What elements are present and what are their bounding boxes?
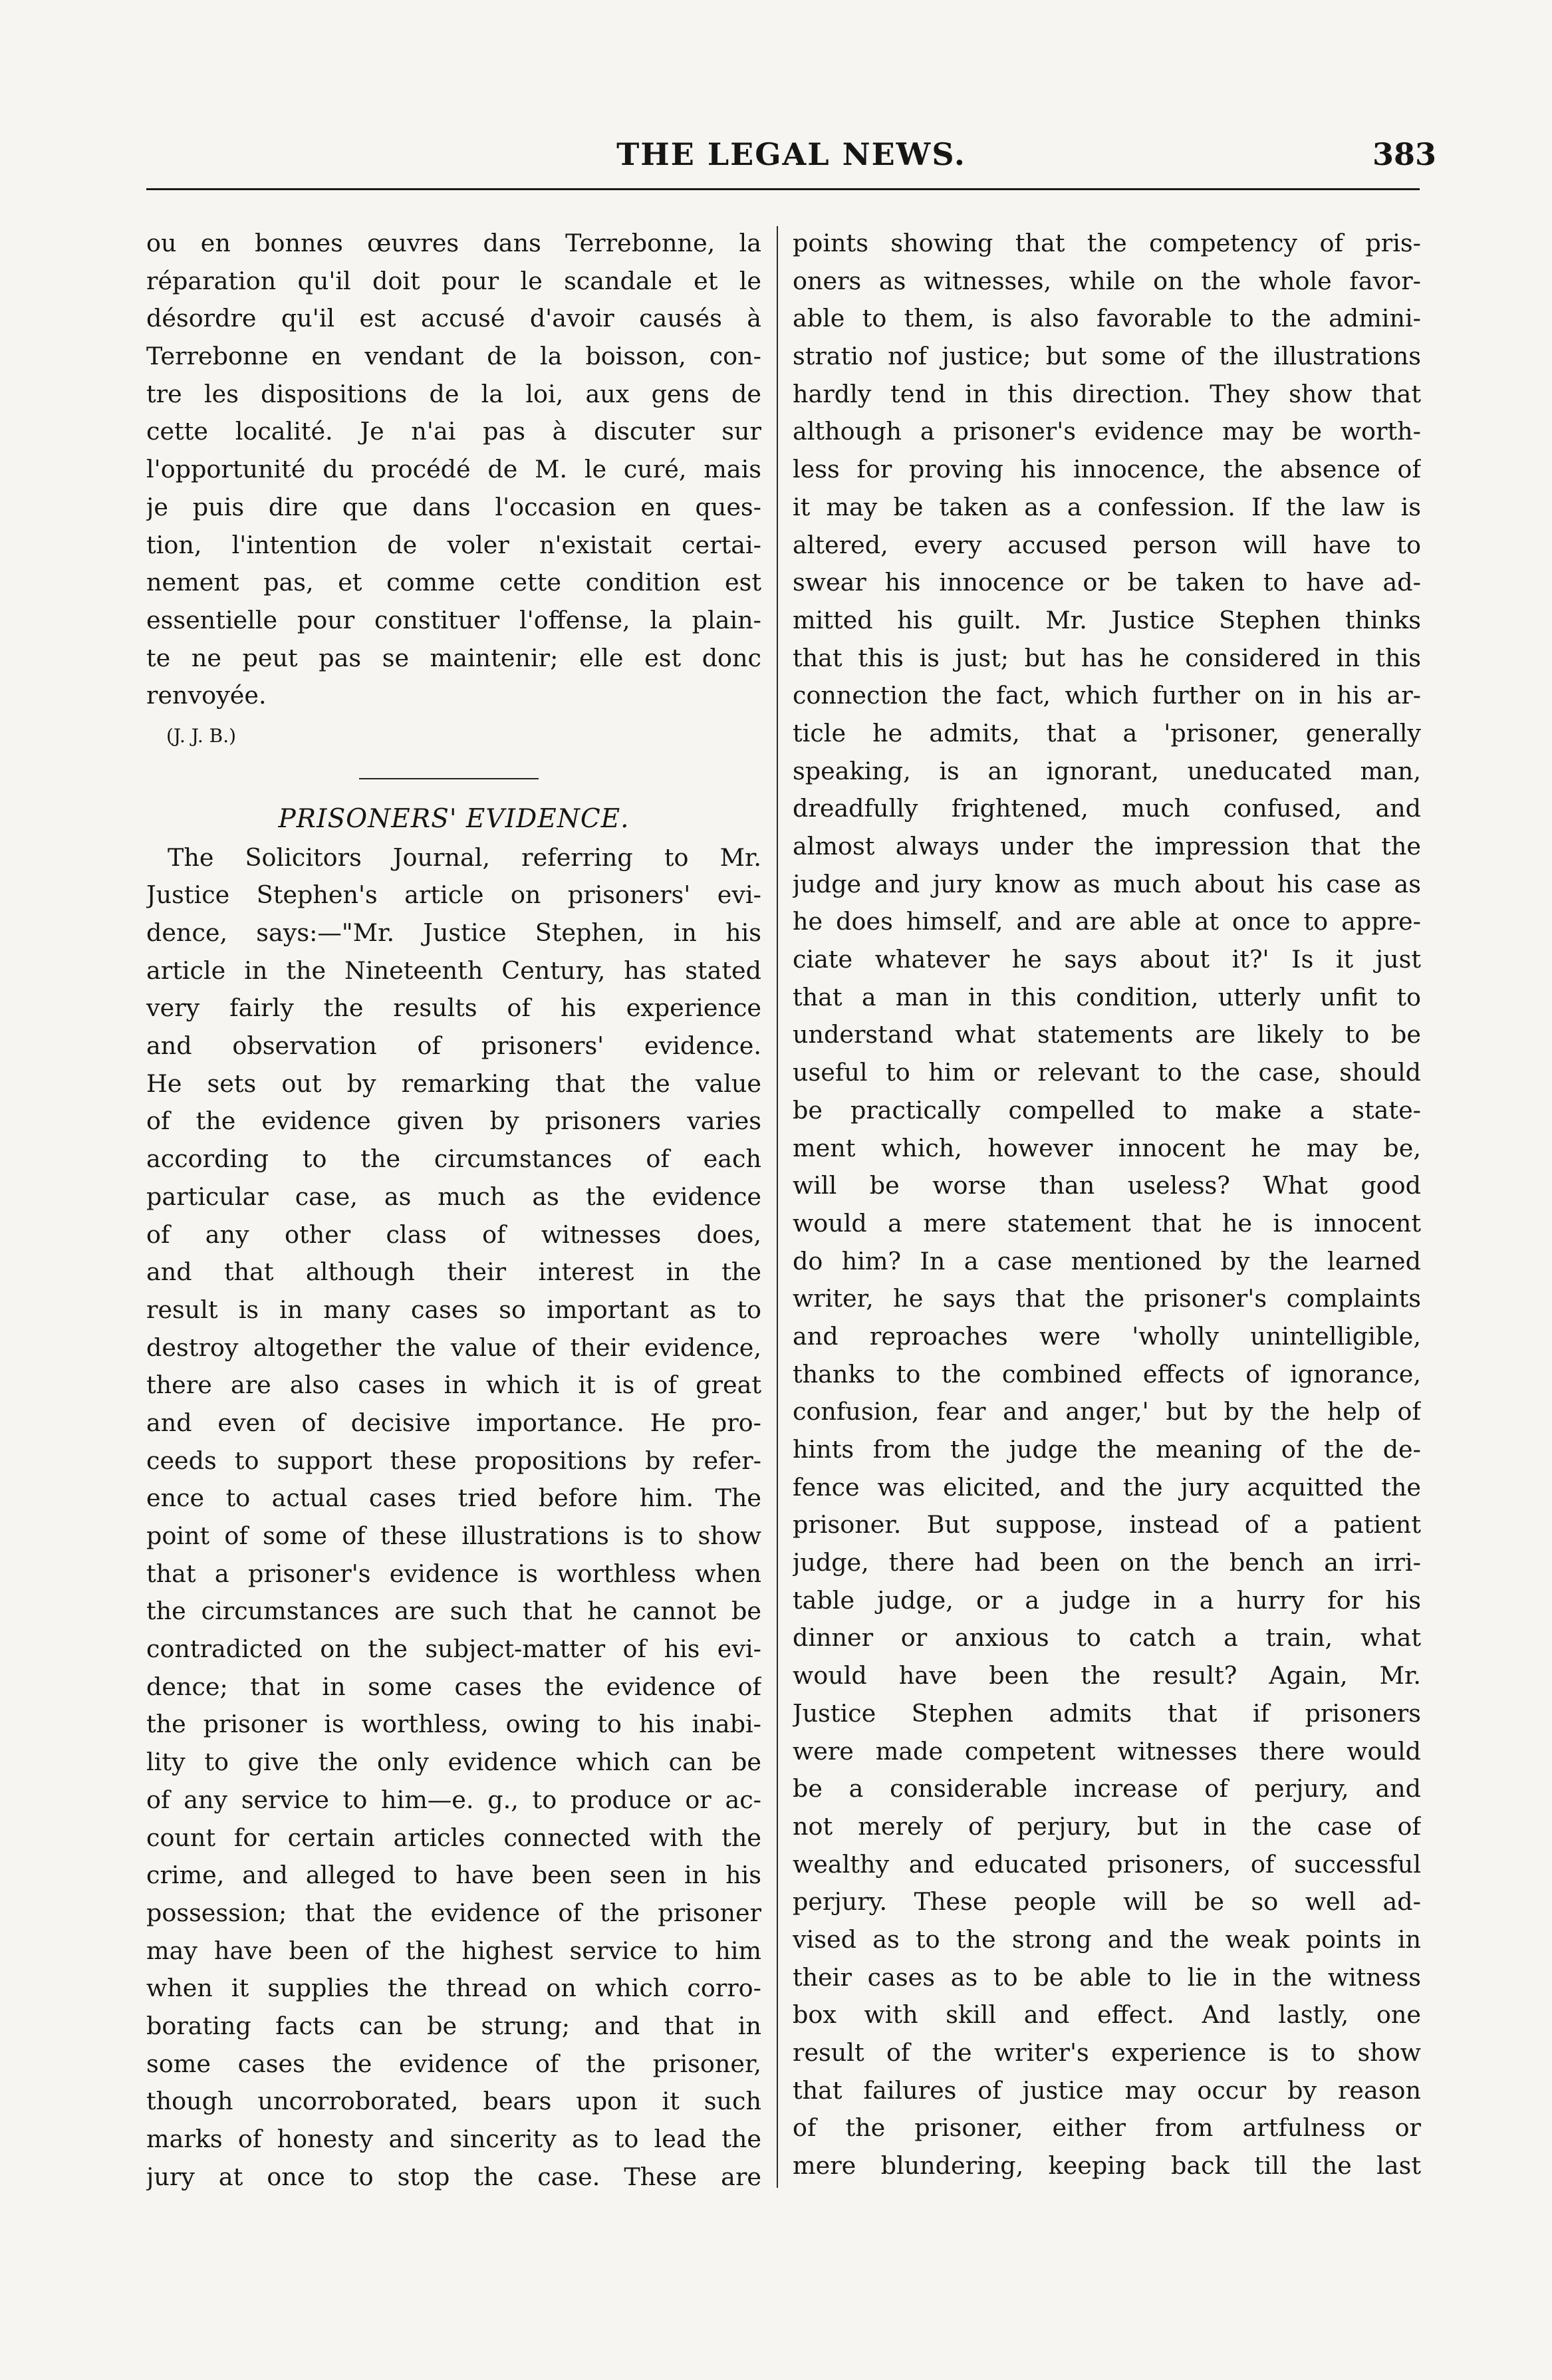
text-line: ceeds to support these propositions by refer-	[146, 1446, 761, 1475]
section-rule	[359, 778, 539, 779]
article-paragraph-continued	[793, 225, 1421, 2185]
text-line: mitted his guilt. Mr. Justice Stephen thinks	[793, 605, 1421, 634]
text-line: désordre qu'il est accusé d'avoir causés à	[146, 304, 761, 333]
text-line: he does himself, and are able at once to appre-	[793, 907, 1421, 936]
page-number: 383	[1372, 136, 1436, 172]
text-line: ence to actual cases tried before him. The	[146, 1484, 761, 1513]
text-line: altered, every accused person will have to	[793, 530, 1421, 559]
text-line: and even of decisive importance. He pro-	[146, 1408, 761, 1437]
text-line: connection the fact, which further on in his ar-	[793, 681, 1421, 710]
left-column	[146, 225, 761, 2196]
french-paragraph	[146, 225, 761, 715]
text-line: that a prisoner's evidence is worthless when	[146, 1559, 761, 1588]
text-line: Terrebonne en vendant de la boisson, con-	[146, 342, 761, 371]
text-line: ticle he admits, that a 'prisoner, generally	[793, 718, 1421, 747]
text-line: that this is just; but has he considered in this	[793, 643, 1421, 672]
text-line: prisoner. But suppose, instead of a patient	[793, 1510, 1421, 1539]
text-line: that failures of justice may occur by reason	[793, 2075, 1421, 2105]
text-line: lity to give the only evidence which can be	[146, 1748, 761, 1777]
text-line: of the prisoner, either from artfulness or	[793, 2113, 1421, 2143]
text-line: nement pas, et comme cette condition est	[146, 568, 761, 597]
right-column	[793, 225, 1421, 2185]
text-line: je puis dire que dans l'occasion en ques-	[146, 492, 761, 521]
text-line: dence, says:—"Mr. Justice Stephen, in his	[146, 918, 761, 947]
text-line: marks of honesty and sincerity as to lead the	[146, 2125, 761, 2153]
text-line: of the evidence given by prisoners varies	[146, 1107, 761, 1136]
text-line: the circumstances are such that he cannot be	[146, 1597, 761, 1626]
text-line: mere blundering, keeping back till the last	[793, 2151, 1421, 2181]
text-line: point of some of these illustrations is to show	[146, 1521, 761, 1550]
text-line: though uncorroborated, bears upon it such	[146, 2087, 761, 2116]
column-divider	[777, 226, 778, 2188]
signature: (J. J. B.)	[166, 724, 237, 747]
text-line: that a man in this condition, utterly unfit to	[793, 982, 1421, 1011]
text-line: renvoyée.	[146, 681, 267, 710]
text-line: be a considerable increase of perjury, and	[793, 1774, 1421, 1803]
header-rule	[146, 188, 1420, 190]
text-line: able to them, is also favorable to the admini-	[793, 304, 1421, 333]
text-line: it may be taken as a confession. If the law is	[793, 492, 1421, 521]
text-line: and observation of prisoners' evidence.	[146, 1031, 761, 1061]
text-line: less for proving his innocence, the absence of	[793, 455, 1421, 484]
text-line: count for certain articles connected with the	[146, 1823, 761, 1852]
text-line: dence; that in some cases the evidence of	[146, 1672, 761, 1701]
text-line: box with skill and effect. And lastly, one	[793, 2000, 1421, 2030]
text-line: table judge, or a judge in a hurry for his	[793, 1585, 1421, 1615]
section-title: PRISONERS' EVIDENCE.	[278, 803, 630, 834]
text-line: The Solicitors Journal, referring to Mr.	[168, 843, 761, 872]
text-line: ment which, however innocent he may be,	[793, 1133, 1421, 1162]
text-line: result is in many cases so important as to	[146, 1295, 761, 1324]
text-line: réparation qu'il doit pour le scandale et le	[146, 266, 761, 295]
text-line: article in the Nineteenth Century, has stated	[146, 956, 761, 985]
text-line: dreadfully frightened, much confused, and	[793, 794, 1421, 823]
text-line: swear his innocence or be taken to have ad-	[793, 568, 1421, 597]
text-line: Justice Stephen admits that if prisoners	[793, 1698, 1421, 1728]
text-line: He sets out by remarking that the value	[146, 1069, 761, 1098]
text-line: borating facts can be strung; and that in	[146, 2011, 761, 2040]
text-line: their cases as to be able to lie in the witness	[793, 1962, 1421, 1992]
running-title: THE LEGAL NEWS.	[616, 136, 966, 172]
text-line: the prisoner is worthless, owing to his inabi-	[146, 1710, 761, 1739]
text-line: judge, there had been on the bench an irri-	[793, 1548, 1421, 1577]
text-line: may have been of the highest service to him	[146, 1936, 761, 1965]
text-line: particular case, as much as the evidence	[146, 1182, 761, 1211]
text-line: some cases the evidence of the prisoner,	[146, 2049, 761, 2078]
text-line: were made competent witnesses there would	[793, 1736, 1421, 1766]
text-line: almost always under the impression that the	[793, 832, 1421, 860]
text-line: although a prisoner's evidence may be worth-	[793, 417, 1421, 446]
text-line: very fairly the results of his experience	[146, 993, 761, 1023]
text-line: and that although their interest in the	[146, 1257, 761, 1287]
text-line: cette localité. Je n'ai pas à discuter sur	[146, 417, 761, 446]
text-line: Justice Stephen's article on prisoners' evi-	[146, 880, 761, 910]
text-line: useful to him or relevant to the case, should	[793, 1058, 1421, 1087]
text-line: of any other class of witnesses does,	[146, 1220, 761, 1249]
text-line: writer, he says that the prisoner's complaints	[793, 1284, 1421, 1313]
text-line: result of the writer's experience is to show	[793, 2038, 1421, 2067]
text-line: not merely of perjury, but in the case of	[793, 1811, 1421, 1841]
article-paragraph	[146, 839, 761, 2196]
text-line: understand what statements are likely to be	[793, 1020, 1421, 1049]
text-line: speaking, is an ignorant, uneducated man,	[793, 756, 1421, 785]
text-line: perjury. These people will be so well ad-	[793, 1887, 1421, 1917]
text-line: l'opportunité du procédé de M. le curé, mais	[146, 455, 761, 484]
text-line: ou en bonnes œuvres dans Terrebonne, la	[146, 229, 761, 257]
text-line: vised as to the strong and the weak points in	[793, 1924, 1421, 1954]
text-line: stratio nof justice; but some of the illustrations	[793, 342, 1421, 371]
text-line: wealthy and educated prisoners, of successful	[793, 1849, 1421, 1879]
text-line: possession; that the evidence of the prisoner	[146, 1898, 761, 1927]
text-line: would a mere statement that he is innocent	[793, 1208, 1421, 1238]
text-line: will be worse than useless? What good	[793, 1171, 1421, 1200]
text-line: fence was elicited, and the jury acquitted the	[793, 1472, 1421, 1502]
text-line: tre les dispositions de la loi, aux gens de	[146, 379, 761, 408]
text-line: there are also cases in which it is of great	[146, 1371, 761, 1400]
text-line: judge and jury know as much about his case as	[793, 869, 1421, 898]
text-line: of any service to him—e. g., to produce or ac-	[146, 1785, 761, 1814]
text-line: hardly tend in this direction. They show that	[793, 379, 1421, 408]
text-line: oners as witnesses, while on the whole favor-	[793, 266, 1421, 295]
text-line: essentielle pour constituer l'offense, la plain-	[146, 605, 761, 634]
text-line: contradicted on the subject-matter of his evi-	[146, 1635, 761, 1664]
text-line: when it supplies the thread on which corro-	[146, 1974, 761, 2003]
text-line: points showing that the competency of pris-	[793, 229, 1421, 257]
text-line: do him? In a case mentioned by the learned	[793, 1246, 1421, 1275]
text-line: according to the circumstances of each	[146, 1144, 761, 1174]
text-line: dinner or anxious to catch a train, what	[793, 1623, 1421, 1653]
page-header	[146, 136, 1436, 183]
text-line: jury at once to stop the case. These are	[146, 2162, 761, 2191]
text-line: and reproaches were 'wholly unintelligible,	[793, 1321, 1421, 1351]
text-line: tion, l'intention de voler n'existait certai-	[146, 530, 761, 559]
text-line: confusion, fear and anger,' but by the help of	[793, 1397, 1421, 1426]
text-line: ciate whatever he says about it?' Is it just	[793, 945, 1421, 974]
text-line: hints from the judge the meaning of the de-	[793, 1435, 1421, 1464]
text-line: would have been the result? Again, Mr.	[793, 1661, 1421, 1690]
text-line: be practically compelled to make a state-	[793, 1095, 1421, 1124]
text-line: destroy altogether the value of their evidence,	[146, 1333, 761, 1362]
text-line: te ne peut pas se maintenir; elle est donc	[146, 643, 761, 672]
text-line: crime, and alleged to have been seen in his	[146, 1861, 761, 1890]
text-line: thanks to the combined effects of ignorance,	[793, 1359, 1421, 1388]
